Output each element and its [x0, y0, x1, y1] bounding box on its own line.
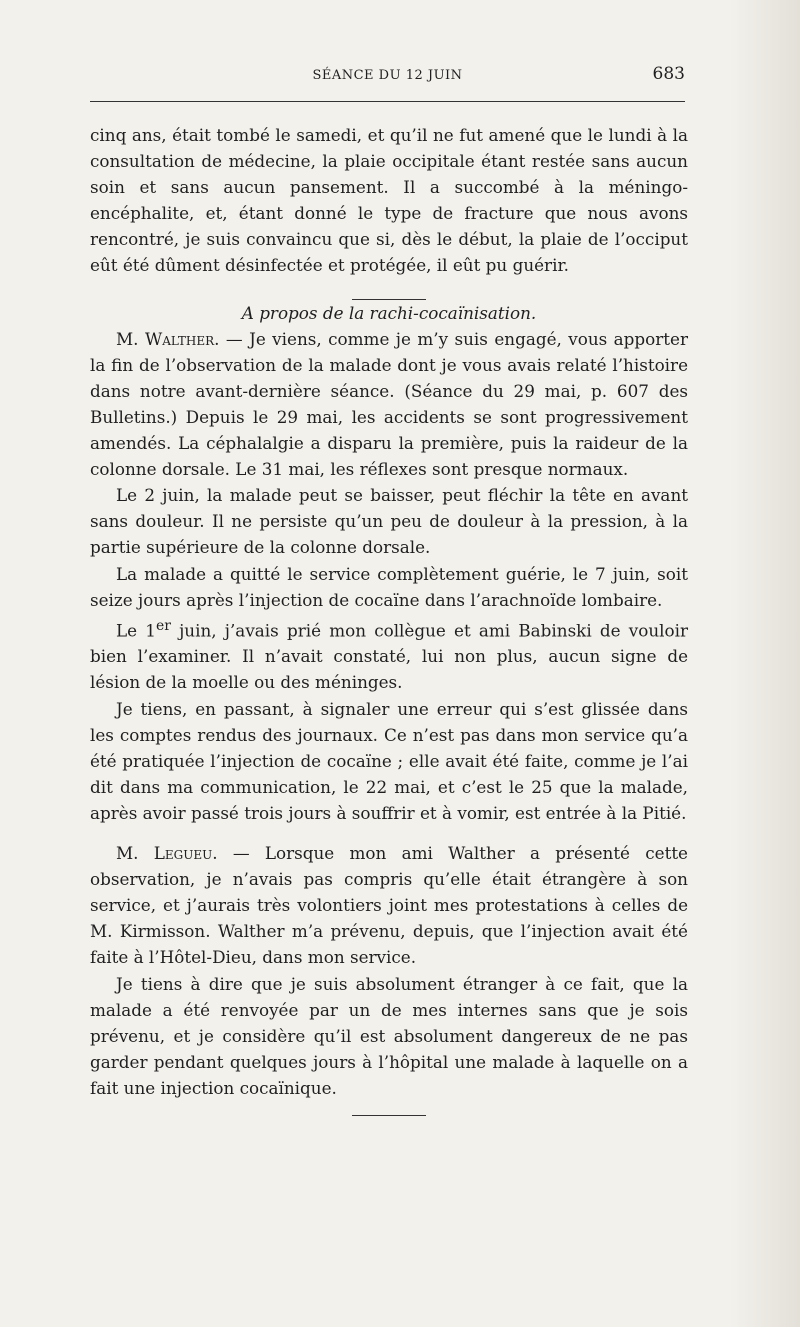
legueu-paragraph-1	[90, 840, 688, 970]
running-header	[90, 64, 685, 88]
page-number: 683	[652, 64, 685, 84]
legueu-speaker-prefix: M.	[116, 843, 154, 864]
page-edge-shadow	[730, 0, 800, 1327]
walther-paragraph-2: Le 2 juin, la malade peut se baisser, peut fléchir la tête en avant sans douleur. Il ne persiste qu’un peu de douleur à la pression, à la partie supérieure de la colonne dorsale.	[90, 485, 688, 558]
walther-paragraph-1	[90, 326, 688, 483]
legueu-speaker: Legueu.	[153, 843, 218, 864]
section-title: A propos de la rachi-cocaïnisation.	[241, 302, 537, 323]
closing-separator	[352, 1115, 426, 1116]
paragraph-gap	[90, 826, 688, 840]
walther-speaker-prefix: M.	[116, 328, 145, 349]
walther-text-4-rest: juin, j’avais prié mon collègue et ami Babinski de vouloir bien l’examiner. Il n’avait constaté, lui non plus, aucun signe de lésion de la moelle ou des méninges.	[90, 620, 688, 693]
walther-paragraph-4	[90, 613, 688, 696]
walther-text-1: — Je viens, comme je m’y suis engagé, vous apporter la fin de l’observation de la malade dont je vous avais relaté l’histoire dans notre avant-dernière séance. (Séance du 29 mai, p. 607 des Bulletins.) Depuis le 29 mai, les accidents se sont progressivement amendés. La céphalalgie a disparu la première, puis la raideur de la colonne dorsale. Le 31 mai, les réflexes sont presque normaux.	[90, 328, 688, 480]
intro-paragraph: cinq ans, était tombé le samedi, et qu’il ne fut amené que le lundi à la consultation de médecine, la plaie occipitale étant restée sans aucun soin et sans aucun pansement. Il a succombé à la méningo-encéphalite, et, étant donné le type de fracture que nous avons rencontré, je suis convaincu que si, dès le début, la plaie de l’occiput eût été dûment désinfectée et protégée, il eût pu guérir.	[90, 125, 688, 276]
walther-paragraph-5: Je tiens, en passant, à signaler une erreur qui s’est glissée dans les comptes rendus des journaux. Ce n’est pas dans mon service qu’a été pratiquée l’injection de cocaïne ; elle avait été faite, comme je l’ai dit dans ma communication, le 22 mai, et c’est le 25 que la malade, après avoir passé trois jours à souffrir et à vomir, est entrée à la Pitié.	[90, 698, 688, 823]
running-title: SÉANCE DU 12 JUIN	[312, 68, 463, 83]
walther-paragraph-3: La malade a quitté le service complètement guérie, le 7 juin, soit seize jours après l’injection de cocaïne dans l’arachnoïde lombaire.	[90, 563, 688, 610]
walther-speaker: Walther.	[144, 328, 220, 349]
legueu-text-1: — Lorsque mon ami Walther a présenté cette observation, je n’avais pas compris qu’elle était étrangère à son service, et j’aurais très volontiers joint mes protestations à celles de M. Kirmisson. Walther m’a prévenu, depuis, que l’injection avait été faite à l’Hôtel-Dieu, dans mon service.	[90, 843, 688, 968]
walther-text-4-sup: er	[155, 617, 171, 634]
legueu-paragraph-2: Je tiens à dire que je suis absolument étranger à ce fait, que la malade a été renvoyée par un de mes internes sans que je sois prévenu, et je considère qu’il est absolument dangereux de ne pas garder pendant quelques jours à l’hôpital une malade à laquelle on a fait une injection cocaïnique.	[90, 973, 688, 1098]
walther-text-4-start: Le 1	[116, 620, 156, 641]
page-body	[90, 122, 688, 1116]
header-rule	[90, 101, 685, 102]
